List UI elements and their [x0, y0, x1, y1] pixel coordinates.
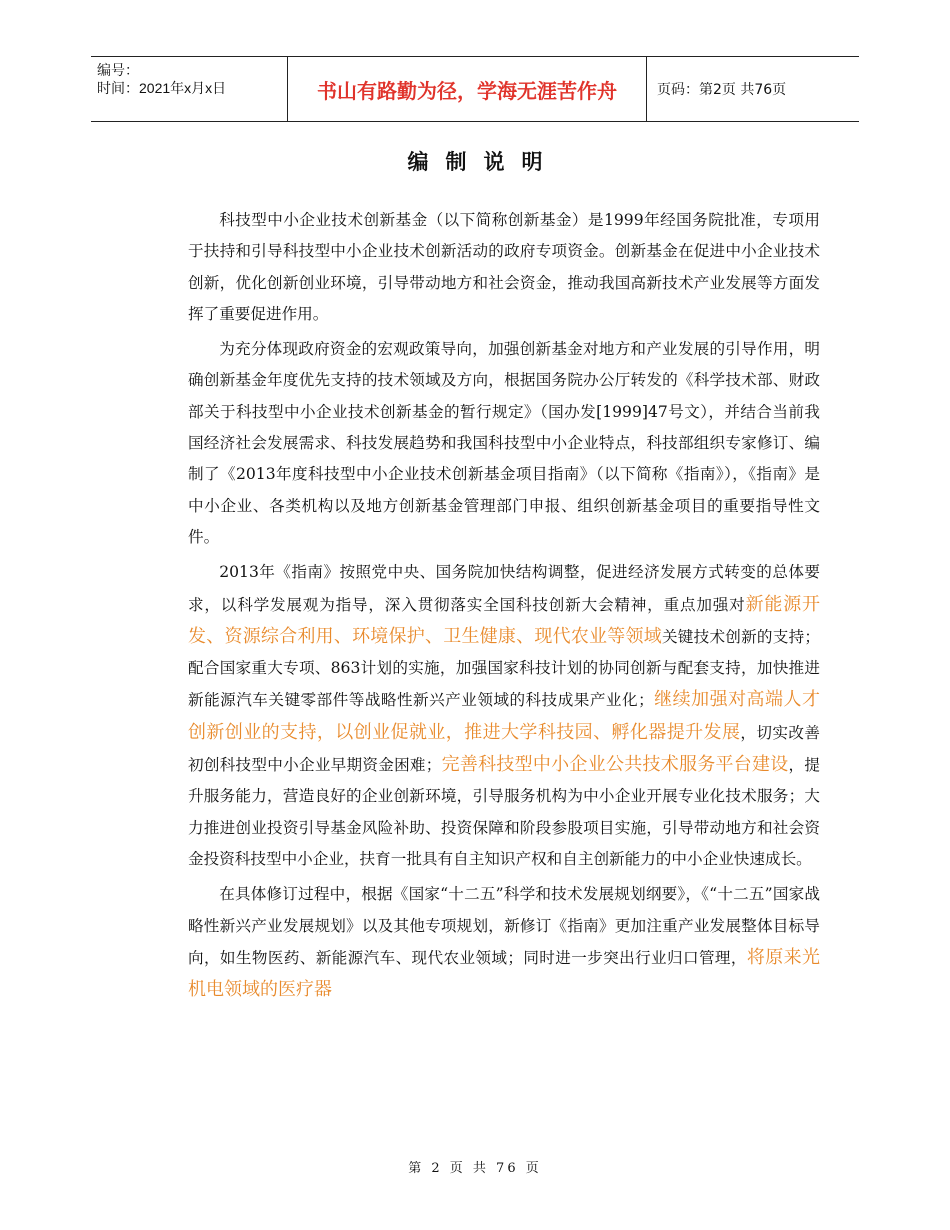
highlighted-text: 完善科技型中小企业公共技术服务平台建设 [441, 754, 789, 776]
body-paragraph [188, 205, 820, 330]
highlighted-text: 新能源开发、资源综合利用、环境保护、卫生健康、现代农业等领域 [188, 593, 820, 647]
body-paragraph [188, 334, 820, 553]
highlighted-text: 继续加强对高端人才创新创业的支持，以创业促就业，推进大学科技园、孵化器提升发展 [188, 689, 820, 743]
header-meta [91, 57, 287, 121]
body-paragraph [188, 879, 820, 1006]
paragraph-text: 在具体修订过程中，根据《国家“十二五”科学和技术发展规划纲要》，《“十二五”国家战略性新兴产业发展规划》以及其他专项规划，新修订《指南》更加注重产业发展整体目标导向，如生物医药、新能源汽车、现代农业领域；同时进一步突出行业归口管理， [188, 885, 820, 967]
body-paragraph [188, 557, 820, 875]
paragraph-text: 关键技术创新的支持；配合国家重大专项、863计划的实施，加强国家科技计划的协同创新与配套支持，加快推进新能源汽车关键零部件等战略性新兴产业领域的科技成果产业化； [188, 627, 820, 710]
paragraph-text: ，切实改善初创科技型中小企业早期资金困难； [188, 723, 820, 775]
number-label: 编号： [97, 62, 139, 78]
page-footer: 第 2 页 共 76 页 [408, 1161, 542, 1176]
document-body [188, 205, 820, 1010]
highlighted-text: 将原来光机电领域的医疗器 [188, 946, 820, 1001]
paragraph-text: ，提升服务能力，营造良好的企业创新环境，引导服务机构为中小企业开展专业化技术服务；大力推进创业投资引导基金风险补助、投资保障和阶段参股项目实施，引导带动地方和社会资金投资科技型中小企业，扶育一批具有自主知识产权和自主创新能力的中小企业快速成长。 [188, 756, 820, 868]
time-label: 时间：2021年x月x日 [97, 80, 227, 96]
paragraph-text: 科技型中小企业技术创新基金（以下简称创新基金）是1999年经国务院批准，专项用于扶持和引导科技型中小企业技术创新活动的政府专项资金。创新基金在促进中小企业技术创新，优化创新创业环境，引导带动地方和社会资金，推动我国高新技术产业发展等方面发挥了重要促进作用。 [188, 211, 820, 323]
document-title: 编制说明 [407, 150, 560, 174]
header-page-info: 页码：第2页 共76页 [657, 82, 787, 98]
paragraph-text: 为充分体现政府资金的宏观政策导向，加强创新基金对地方和产业发展的引导作用，明确创新基金年度优先支持的技术领域及方向，根据国务院办公厅转发的《科学技术部、财政部关于科技型中小企业技术创新基金的暂行规定》（国办发[1999]47号文），并结合当前我国经济社会发展需求、科技发展趋势和我国科技型中小企业特点，科技部组织专家修订、编制了《2013年度科技型中小企业技术创新基金项目指南》（以下简称《指南》），《指南》是中小企业、各类机构以及地方创新基金管理部门申报、组织创新基金项目的重要指导性文件。 [188, 340, 820, 546]
header-motto: 书山有路勤为径，学海无涯苦作舟 [287, 57, 647, 121]
page-header [91, 56, 859, 122]
paragraph-text: 2013年《指南》按照党中央、国务院加快结构调整，促进经济发展方式转变的总体要求，以科学发展观为指导，深入贯彻落实全国科技创新大会精神，重点加强对 [188, 563, 820, 614]
